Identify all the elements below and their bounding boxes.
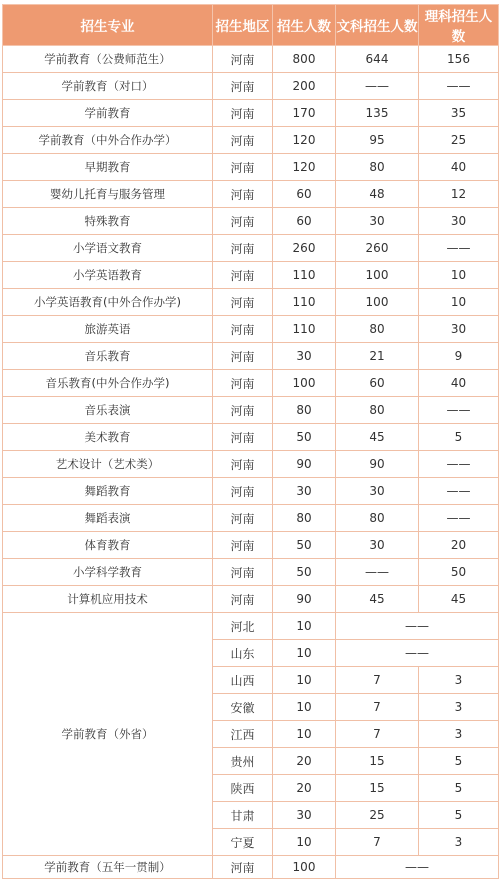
cell-major: 舞蹈教育 bbox=[3, 478, 213, 505]
cell-arts: 100 bbox=[336, 289, 419, 316]
cell-science: —— bbox=[419, 235, 499, 262]
table-row bbox=[3, 181, 499, 208]
cell-major: 体育教育 bbox=[3, 532, 213, 559]
cell-region: 山西 bbox=[213, 667, 273, 694]
cell-region: 河南 bbox=[213, 424, 273, 451]
cell-region: 江西 bbox=[213, 721, 273, 748]
cell-science: —— bbox=[419, 73, 499, 100]
cell-major: 艺术设计（艺术类） bbox=[3, 451, 213, 478]
cell-arts: 15 bbox=[336, 748, 419, 775]
cell-arts: 45 bbox=[336, 424, 419, 451]
cell-region: 河南 bbox=[213, 154, 273, 181]
cell-total: 120 bbox=[273, 127, 336, 154]
header-science: 理科招生人数 bbox=[419, 5, 499, 46]
cell-arts: 80 bbox=[336, 154, 419, 181]
cell-arts: 30 bbox=[336, 478, 419, 505]
cell-science: 3 bbox=[419, 721, 499, 748]
table-row bbox=[3, 235, 499, 262]
cell-major: 特殊教育 bbox=[3, 208, 213, 235]
cell-total: 30 bbox=[273, 802, 336, 829]
cell-arts: 30 bbox=[336, 532, 419, 559]
table-row bbox=[3, 127, 499, 154]
cell-arts: 90 bbox=[336, 451, 419, 478]
cell-science: 50 bbox=[419, 559, 499, 586]
cell-science: 5 bbox=[419, 802, 499, 829]
cell-total: 50 bbox=[273, 532, 336, 559]
table-row bbox=[3, 424, 499, 451]
cell-region: 河南 bbox=[213, 208, 273, 235]
cell-region: 河南 bbox=[213, 73, 273, 100]
header-total: 招生人数 bbox=[273, 5, 336, 46]
cell-region: 河南 bbox=[213, 316, 273, 343]
table-row bbox=[3, 397, 499, 424]
cell-total: 80 bbox=[273, 397, 336, 424]
cell-region: 河南 bbox=[213, 100, 273, 127]
cell-region: 河南 bbox=[213, 856, 273, 879]
enrollment-table bbox=[2, 4, 499, 879]
cell-region: 河南 bbox=[213, 289, 273, 316]
cell-total: 50 bbox=[273, 424, 336, 451]
cell-science: —— bbox=[419, 397, 499, 424]
cell-major: 美术教育 bbox=[3, 424, 213, 451]
cell-major: 音乐教育(中外合作办学) bbox=[3, 370, 213, 397]
table-row bbox=[3, 451, 499, 478]
table-row bbox=[3, 46, 499, 73]
cell-total: 10 bbox=[273, 721, 336, 748]
cell-region: 河南 bbox=[213, 559, 273, 586]
cell-arts: 95 bbox=[336, 127, 419, 154]
cell-region: 河南 bbox=[213, 451, 273, 478]
cell-total: 260 bbox=[273, 235, 336, 262]
cell-total: 100 bbox=[273, 370, 336, 397]
cell-arts: 25 bbox=[336, 802, 419, 829]
cell-region: 甘肃 bbox=[213, 802, 273, 829]
cell-science: —— bbox=[419, 478, 499, 505]
cell-arts: 48 bbox=[336, 181, 419, 208]
cell-major: 婴幼儿托育与服务管理 bbox=[3, 181, 213, 208]
cell-science: —— bbox=[419, 505, 499, 532]
cell-major: 舞蹈表演 bbox=[3, 505, 213, 532]
cell-region: 宁夏 bbox=[213, 829, 273, 856]
cell-total: 30 bbox=[273, 343, 336, 370]
cell-region: 河南 bbox=[213, 478, 273, 505]
cell-region: 河南 bbox=[213, 397, 273, 424]
cell-region: 河南 bbox=[213, 586, 273, 613]
cell-total: 60 bbox=[273, 181, 336, 208]
cell-region: 河南 bbox=[213, 127, 273, 154]
cell-science: 30 bbox=[419, 316, 499, 343]
header-arts: 文科招生人数 bbox=[336, 5, 419, 46]
cell-arts: 7 bbox=[336, 667, 419, 694]
cell-major: 音乐表演 bbox=[3, 397, 213, 424]
cell-arts: —— bbox=[336, 559, 419, 586]
cell-arts: 135 bbox=[336, 100, 419, 127]
cell-science: 12 bbox=[419, 181, 499, 208]
cell-arts: 7 bbox=[336, 721, 419, 748]
cell-science: 9 bbox=[419, 343, 499, 370]
cell-region: 河南 bbox=[213, 532, 273, 559]
cell-science: —— bbox=[419, 451, 499, 478]
cell-science: 30 bbox=[419, 208, 499, 235]
cell-science: 3 bbox=[419, 667, 499, 694]
cell-arts: 15 bbox=[336, 775, 419, 802]
table-row bbox=[3, 343, 499, 370]
cell-science: 45 bbox=[419, 586, 499, 613]
cell-total: 200 bbox=[273, 73, 336, 100]
cell-arts-science-merged: —— bbox=[336, 613, 499, 640]
cell-arts: 80 bbox=[336, 397, 419, 424]
cell-science: 20 bbox=[419, 532, 499, 559]
cell-arts: 30 bbox=[336, 208, 419, 235]
cell-total: 110 bbox=[273, 289, 336, 316]
cell-region: 贵州 bbox=[213, 748, 273, 775]
cell-total: 90 bbox=[273, 586, 336, 613]
table-row bbox=[3, 100, 499, 127]
table-row bbox=[3, 505, 499, 532]
cell-total: 80 bbox=[273, 505, 336, 532]
cell-arts: —— bbox=[336, 73, 419, 100]
cell-arts: 80 bbox=[336, 316, 419, 343]
cell-major: 小学英语教育 bbox=[3, 262, 213, 289]
table-row bbox=[3, 316, 499, 343]
cell-total: 10 bbox=[273, 640, 336, 667]
table-row bbox=[3, 289, 499, 316]
cell-science: 156 bbox=[419, 46, 499, 73]
cell-science: 40 bbox=[419, 370, 499, 397]
cell-total: 50 bbox=[273, 559, 336, 586]
cell-arts: 21 bbox=[336, 343, 419, 370]
cell-region: 河南 bbox=[213, 181, 273, 208]
cell-arts: 7 bbox=[336, 829, 419, 856]
cell-major: 学前教育（五年一贯制） bbox=[3, 856, 213, 879]
cell-total: 10 bbox=[273, 613, 336, 640]
table-row bbox=[3, 586, 499, 613]
cell-major: 小学科学教育 bbox=[3, 559, 213, 586]
cell-science: 10 bbox=[419, 289, 499, 316]
cell-total: 60 bbox=[273, 208, 336, 235]
cell-major: 学前教育（中外合作办学） bbox=[3, 127, 213, 154]
cell-arts: 100 bbox=[336, 262, 419, 289]
cell-region: 河南 bbox=[213, 505, 273, 532]
cell-science: 10 bbox=[419, 262, 499, 289]
cell-arts-science-merged: —— bbox=[336, 640, 499, 667]
cell-total: 100 bbox=[273, 856, 336, 879]
cell-science: 40 bbox=[419, 154, 499, 181]
table-row bbox=[3, 559, 499, 586]
cell-arts: 80 bbox=[336, 505, 419, 532]
cell-total: 110 bbox=[273, 316, 336, 343]
cell-total: 10 bbox=[273, 829, 336, 856]
table-row bbox=[3, 370, 499, 397]
table-row bbox=[3, 613, 499, 640]
cell-science: 5 bbox=[419, 775, 499, 802]
cell-arts: 60 bbox=[336, 370, 419, 397]
cell-total: 30 bbox=[273, 478, 336, 505]
cell-total: 90 bbox=[273, 451, 336, 478]
table-row bbox=[3, 262, 499, 289]
cell-arts: 7 bbox=[336, 694, 419, 721]
cell-region: 河南 bbox=[213, 343, 273, 370]
header-region: 招生地区 bbox=[213, 5, 273, 46]
cell-major: 学前教育（对口） bbox=[3, 73, 213, 100]
cell-science: 5 bbox=[419, 424, 499, 451]
cell-major: 学前教育 bbox=[3, 100, 213, 127]
cell-region: 山东 bbox=[213, 640, 273, 667]
cell-total: 10 bbox=[273, 694, 336, 721]
cell-major: 学前教育（公费师范生） bbox=[3, 46, 213, 73]
cell-region: 安徽 bbox=[213, 694, 273, 721]
header-major: 招生专业 bbox=[3, 5, 213, 46]
cell-total: 800 bbox=[273, 46, 336, 73]
cell-major: 小学英语教育(中外合作办学) bbox=[3, 289, 213, 316]
cell-total: 110 bbox=[273, 262, 336, 289]
table-row bbox=[3, 154, 499, 181]
cell-science: 25 bbox=[419, 127, 499, 154]
table-header-row bbox=[3, 5, 499, 46]
table-body bbox=[3, 46, 499, 879]
cell-arts: 45 bbox=[336, 586, 419, 613]
cell-arts: 644 bbox=[336, 46, 419, 73]
cell-major: 小学语文教育 bbox=[3, 235, 213, 262]
cell-major: 计算机应用技术 bbox=[3, 586, 213, 613]
cell-region: 河南 bbox=[213, 370, 273, 397]
cell-total: 120 bbox=[273, 154, 336, 181]
table-row bbox=[3, 856, 499, 879]
cell-major: 学前教育（外省） bbox=[3, 613, 213, 856]
table-row bbox=[3, 478, 499, 505]
cell-total: 170 bbox=[273, 100, 336, 127]
cell-arts: 260 bbox=[336, 235, 419, 262]
cell-arts-science-merged: —— bbox=[336, 856, 499, 879]
cell-major: 音乐教育 bbox=[3, 343, 213, 370]
cell-science: 3 bbox=[419, 829, 499, 856]
table-row bbox=[3, 532, 499, 559]
cell-region: 陕西 bbox=[213, 775, 273, 802]
cell-region: 河南 bbox=[213, 235, 273, 262]
cell-region: 河南 bbox=[213, 46, 273, 73]
table-row bbox=[3, 73, 499, 100]
cell-total: 20 bbox=[273, 775, 336, 802]
cell-science: 5 bbox=[419, 748, 499, 775]
cell-science: 35 bbox=[419, 100, 499, 127]
cell-major: 早期教育 bbox=[3, 154, 213, 181]
cell-total: 10 bbox=[273, 667, 336, 694]
table-row bbox=[3, 208, 499, 235]
cell-science: 3 bbox=[419, 694, 499, 721]
cell-major: 旅游英语 bbox=[3, 316, 213, 343]
cell-region: 河南 bbox=[213, 262, 273, 289]
cell-region: 河北 bbox=[213, 613, 273, 640]
cell-total: 20 bbox=[273, 748, 336, 775]
